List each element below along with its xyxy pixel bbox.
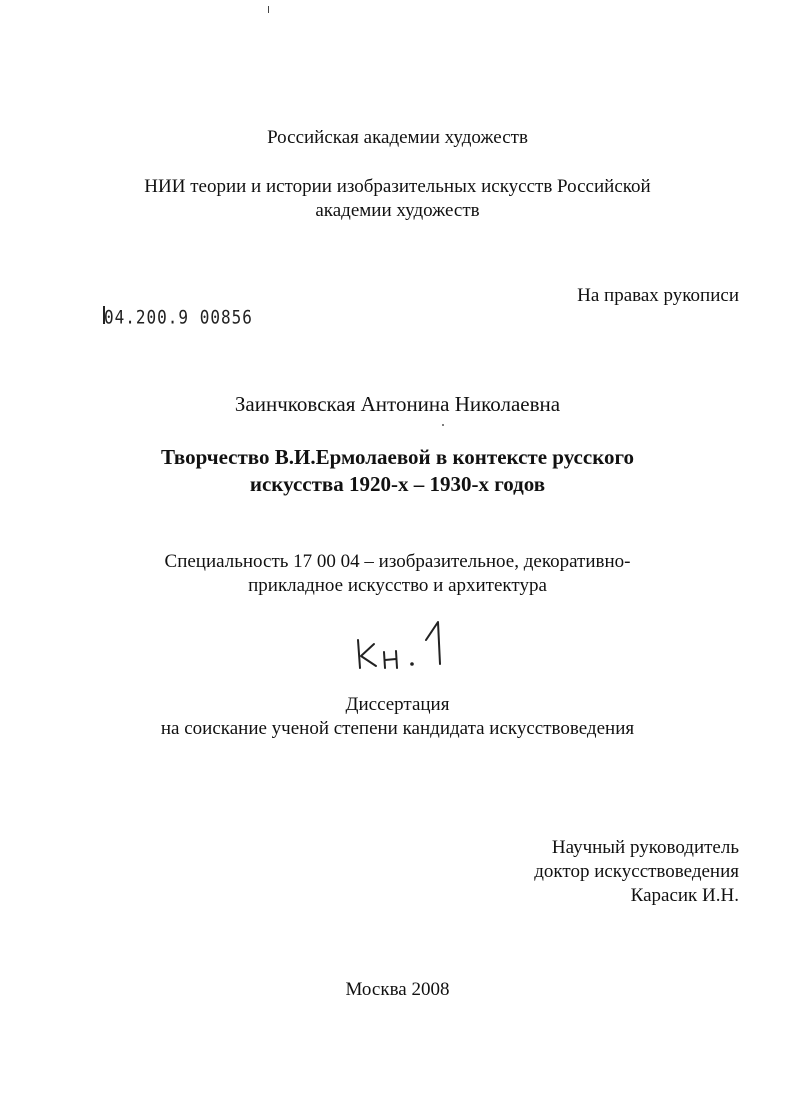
place-and-year: Москва 2008: [345, 979, 450, 1000]
supervisor-degree: доктор искусствоведения: [534, 861, 739, 882]
specialty-line2: прикладное искусство и архитектура: [248, 575, 547, 596]
academy-name: Российская академии художеств: [267, 127, 528, 148]
handwritten-volume-note: [352, 618, 452, 674]
scan-speck: [442, 424, 444, 426]
institute-name-line1: НИИ теории и истории изобразительных искусств Российской: [144, 176, 651, 197]
institute-name-line2: академии художеств: [315, 200, 480, 221]
supervisor-name: Карасик И.Н.: [630, 885, 739, 906]
dissertation-degree: на соискание ученой степени кандидата искусствоведения: [160, 718, 635, 739]
scan-mark: [268, 6, 269, 13]
dissertation-label: Диссертация: [345, 694, 450, 715]
dissertation-title-line1: Творчество В.И.Ермолаевой в контексте русского: [160, 445, 635, 469]
manuscript-note: На правах рукописи: [577, 285, 739, 306]
supervisor-role: Научный руководитель: [551, 837, 739, 858]
specialty-line1: Специальность 17 00 04 – изобразительное, декоративно-: [164, 551, 631, 572]
author-name: Заинчковская Антонина Николаевна: [234, 392, 561, 416]
library-stamp-number: 04.200.9 00856: [104, 306, 253, 328]
dissertation-title-line2: искусства 1920-х – 1930-х годов: [249, 472, 546, 496]
